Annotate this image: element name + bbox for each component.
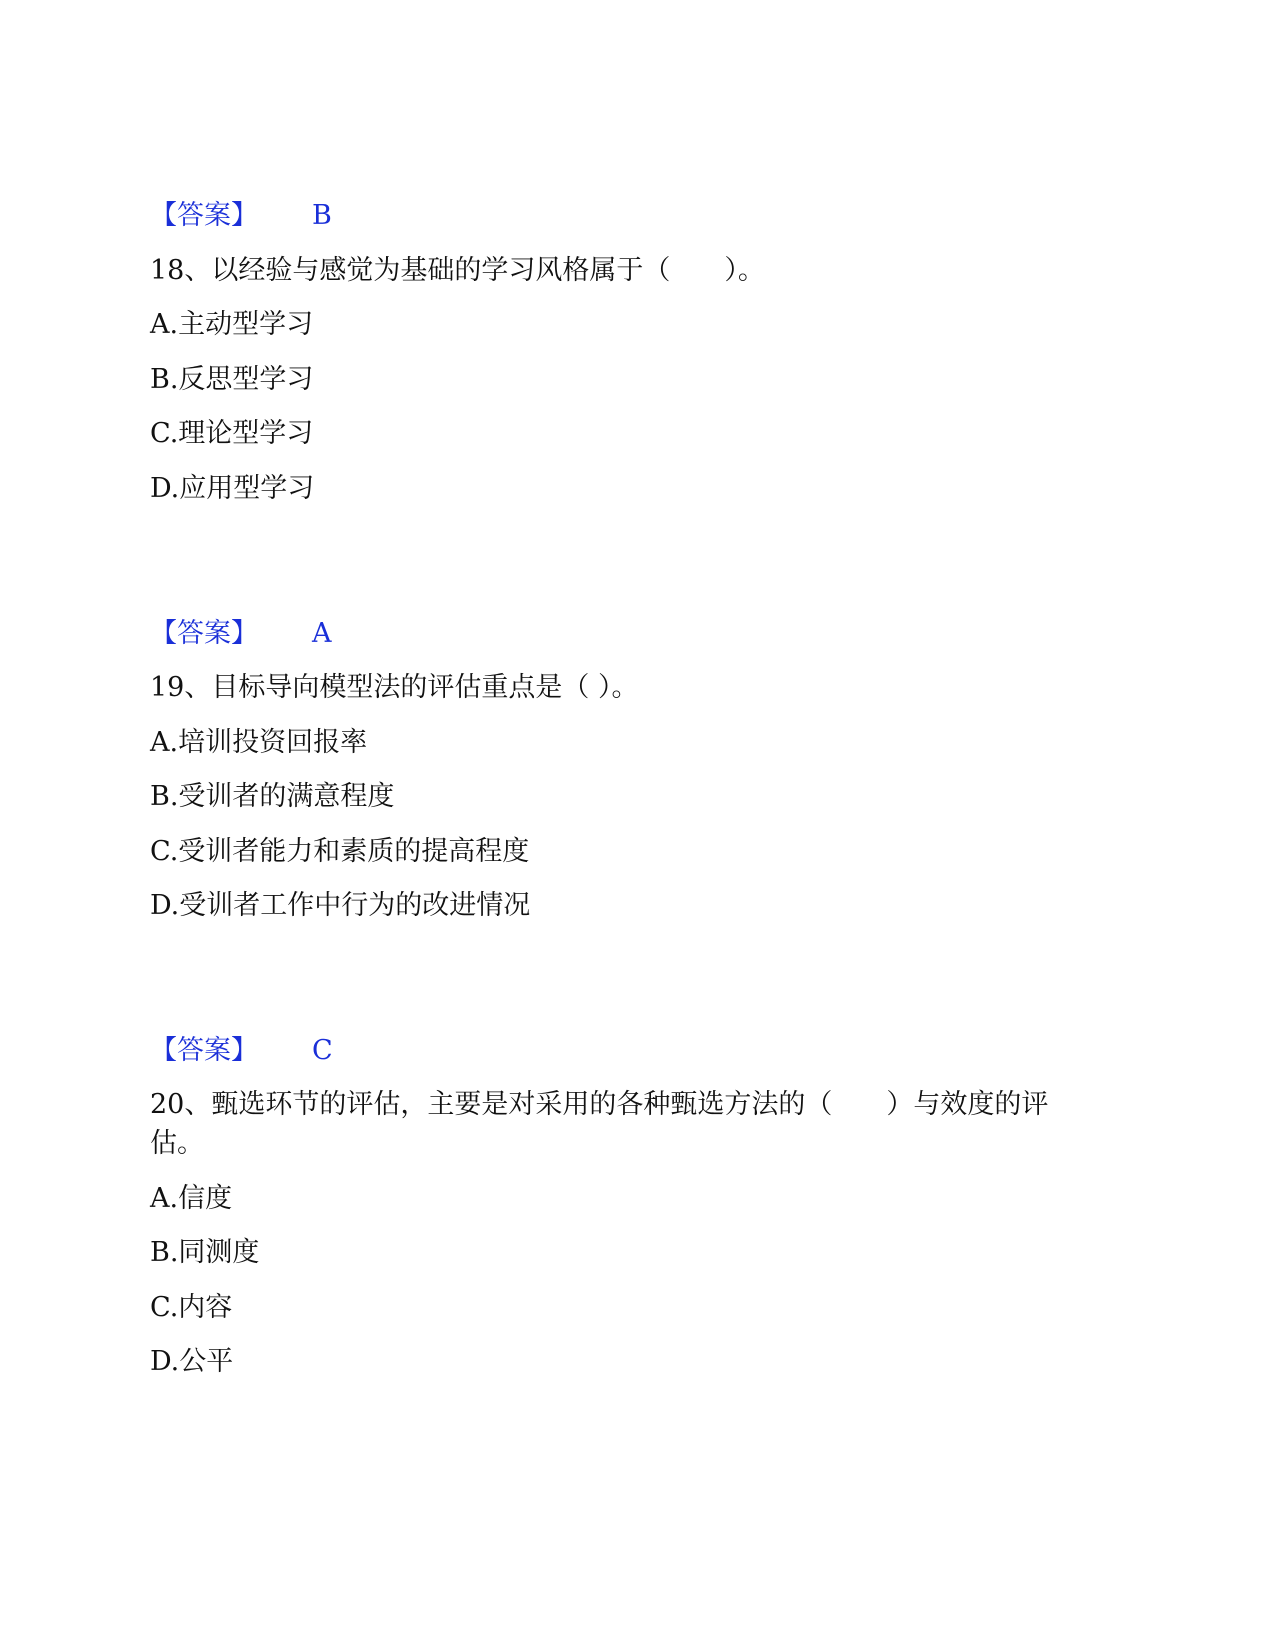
option-19-c: C.受训者能力和素质的提高程度 — [150, 836, 530, 867]
answer-label: 【答案】 — [150, 618, 258, 649]
option-18-b: B.反思型学习 — [150, 364, 314, 395]
option-18-d: D.应用型学习 — [150, 473, 315, 504]
option-20-c: C.内容 — [150, 1292, 233, 1323]
answer-label: 【答案】 — [150, 1035, 258, 1066]
answer-label: 【答案】 — [150, 200, 258, 231]
question-20-line-2: 估。 — [150, 1128, 204, 1159]
question-18: 18、以经验与感觉为基础的学习风格属于（ ）。 — [150, 255, 765, 286]
answer-value: A — [312, 618, 332, 649]
option-19-b: B.受训者的满意程度 — [150, 781, 395, 812]
option-19-a: A.培训投资回报率 — [150, 727, 368, 758]
option-20-b: B.同测度 — [150, 1237, 260, 1268]
question-20-line-1: 20、甄选环节的评估，主要是对采用的各种甄选方法的（ ）与效度的评 — [150, 1089, 1049, 1120]
option-20-d: D.公平 — [150, 1346, 234, 1377]
question-19: 19、目标导向模型法的评估重点是（ ）。 — [150, 672, 639, 703]
option-19-d: D.受训者工作中行为的改进情况 — [150, 890, 531, 921]
option-18-c: C.理论型学习 — [150, 418, 314, 449]
answer-line-18 — [150, 614, 332, 654]
option-18-a: A.主动型学习 — [150, 309, 314, 340]
answer-line-19 — [150, 1031, 333, 1071]
answer-line-17 — [150, 196, 332, 236]
answer-value: B — [312, 200, 332, 231]
answer-value: C — [312, 1035, 333, 1066]
option-20-a: A.信度 — [150, 1183, 233, 1214]
